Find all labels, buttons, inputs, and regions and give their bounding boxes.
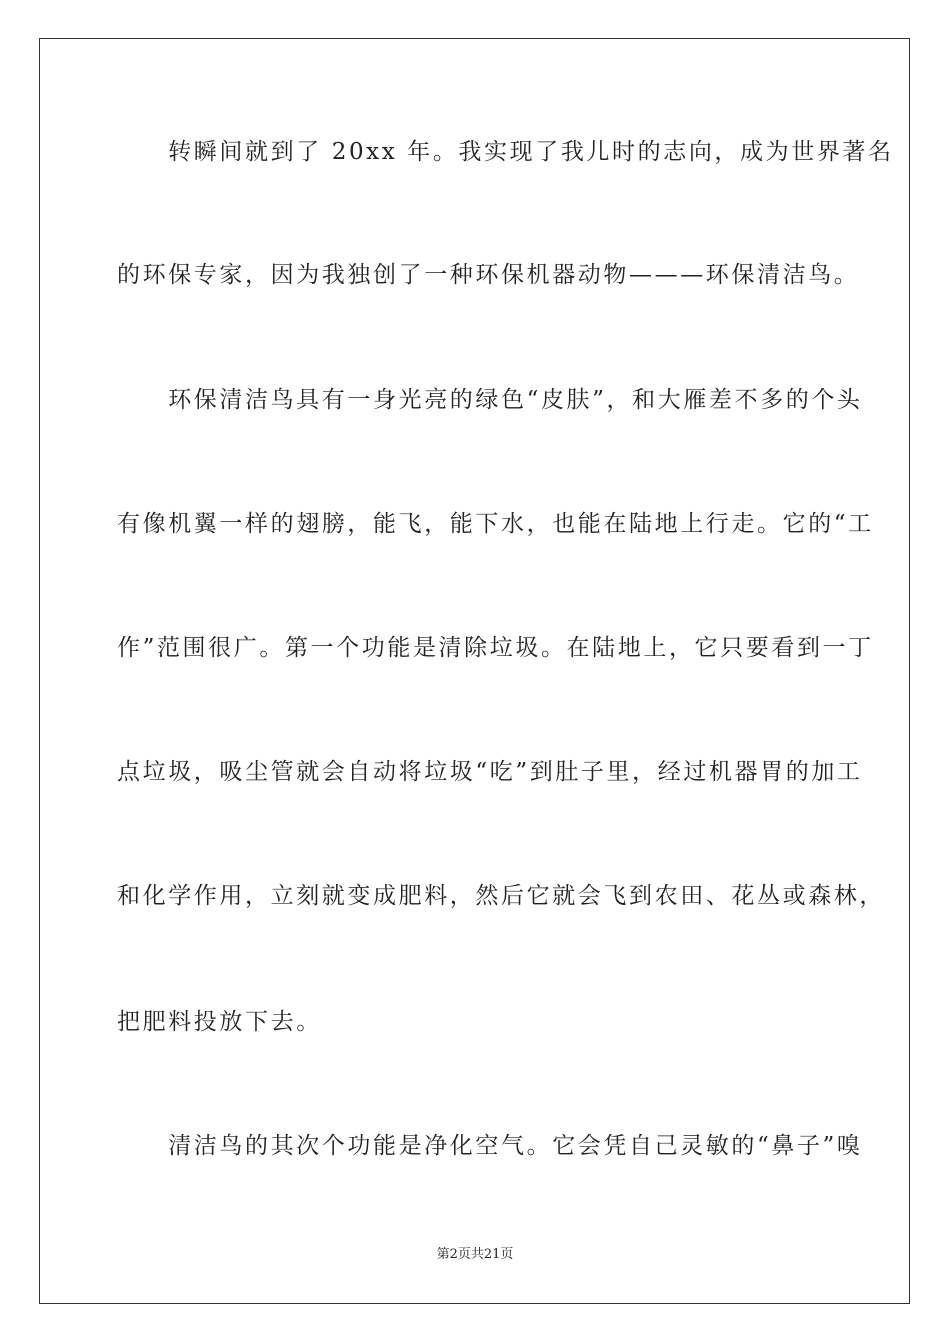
page-total: 共21页: [470, 1247, 514, 1262]
text-line-6: 点垃圾，吸尘管就会自动将垃圾“吃”到肚子里，经过机器胃的加工: [117, 759, 863, 785]
text-line-8: 把肥料投放下去。: [117, 1009, 322, 1035]
text-line-9: 清洁鸟的其次个功能是净化空气。它会凭自己灵敏的“鼻子”嗅: [117, 1133, 863, 1159]
text-line-1: 转瞬间就到了 20xx 年。我实现了我儿时的志向，成为世界著名: [117, 139, 894, 165]
page-border: [39, 38, 910, 1304]
text-line-4: 有像机翼一样的翅膀，能飞，能下水，也能在陆地上行走。它的“工: [117, 511, 874, 537]
page-footer: [0, 1246, 950, 1264]
text-line-7: 和化学作用，立刻就变成肥料，然后它就会飞到农田、花丛或森林，: [117, 883, 885, 909]
page-number: 第2页: [436, 1247, 471, 1262]
text-line-3: 环保清洁鸟具有一身光亮的绿色“皮肤”，和大雁差不多的个头: [117, 387, 863, 413]
text-line-2: 的环保专家，因为我独创了一种环保机器动物———环保清洁鸟。: [117, 262, 860, 288]
text-line-5: 作”范围很广。第一个功能是清除垃圾。在陆地上，它只要看到一丁: [117, 635, 874, 661]
